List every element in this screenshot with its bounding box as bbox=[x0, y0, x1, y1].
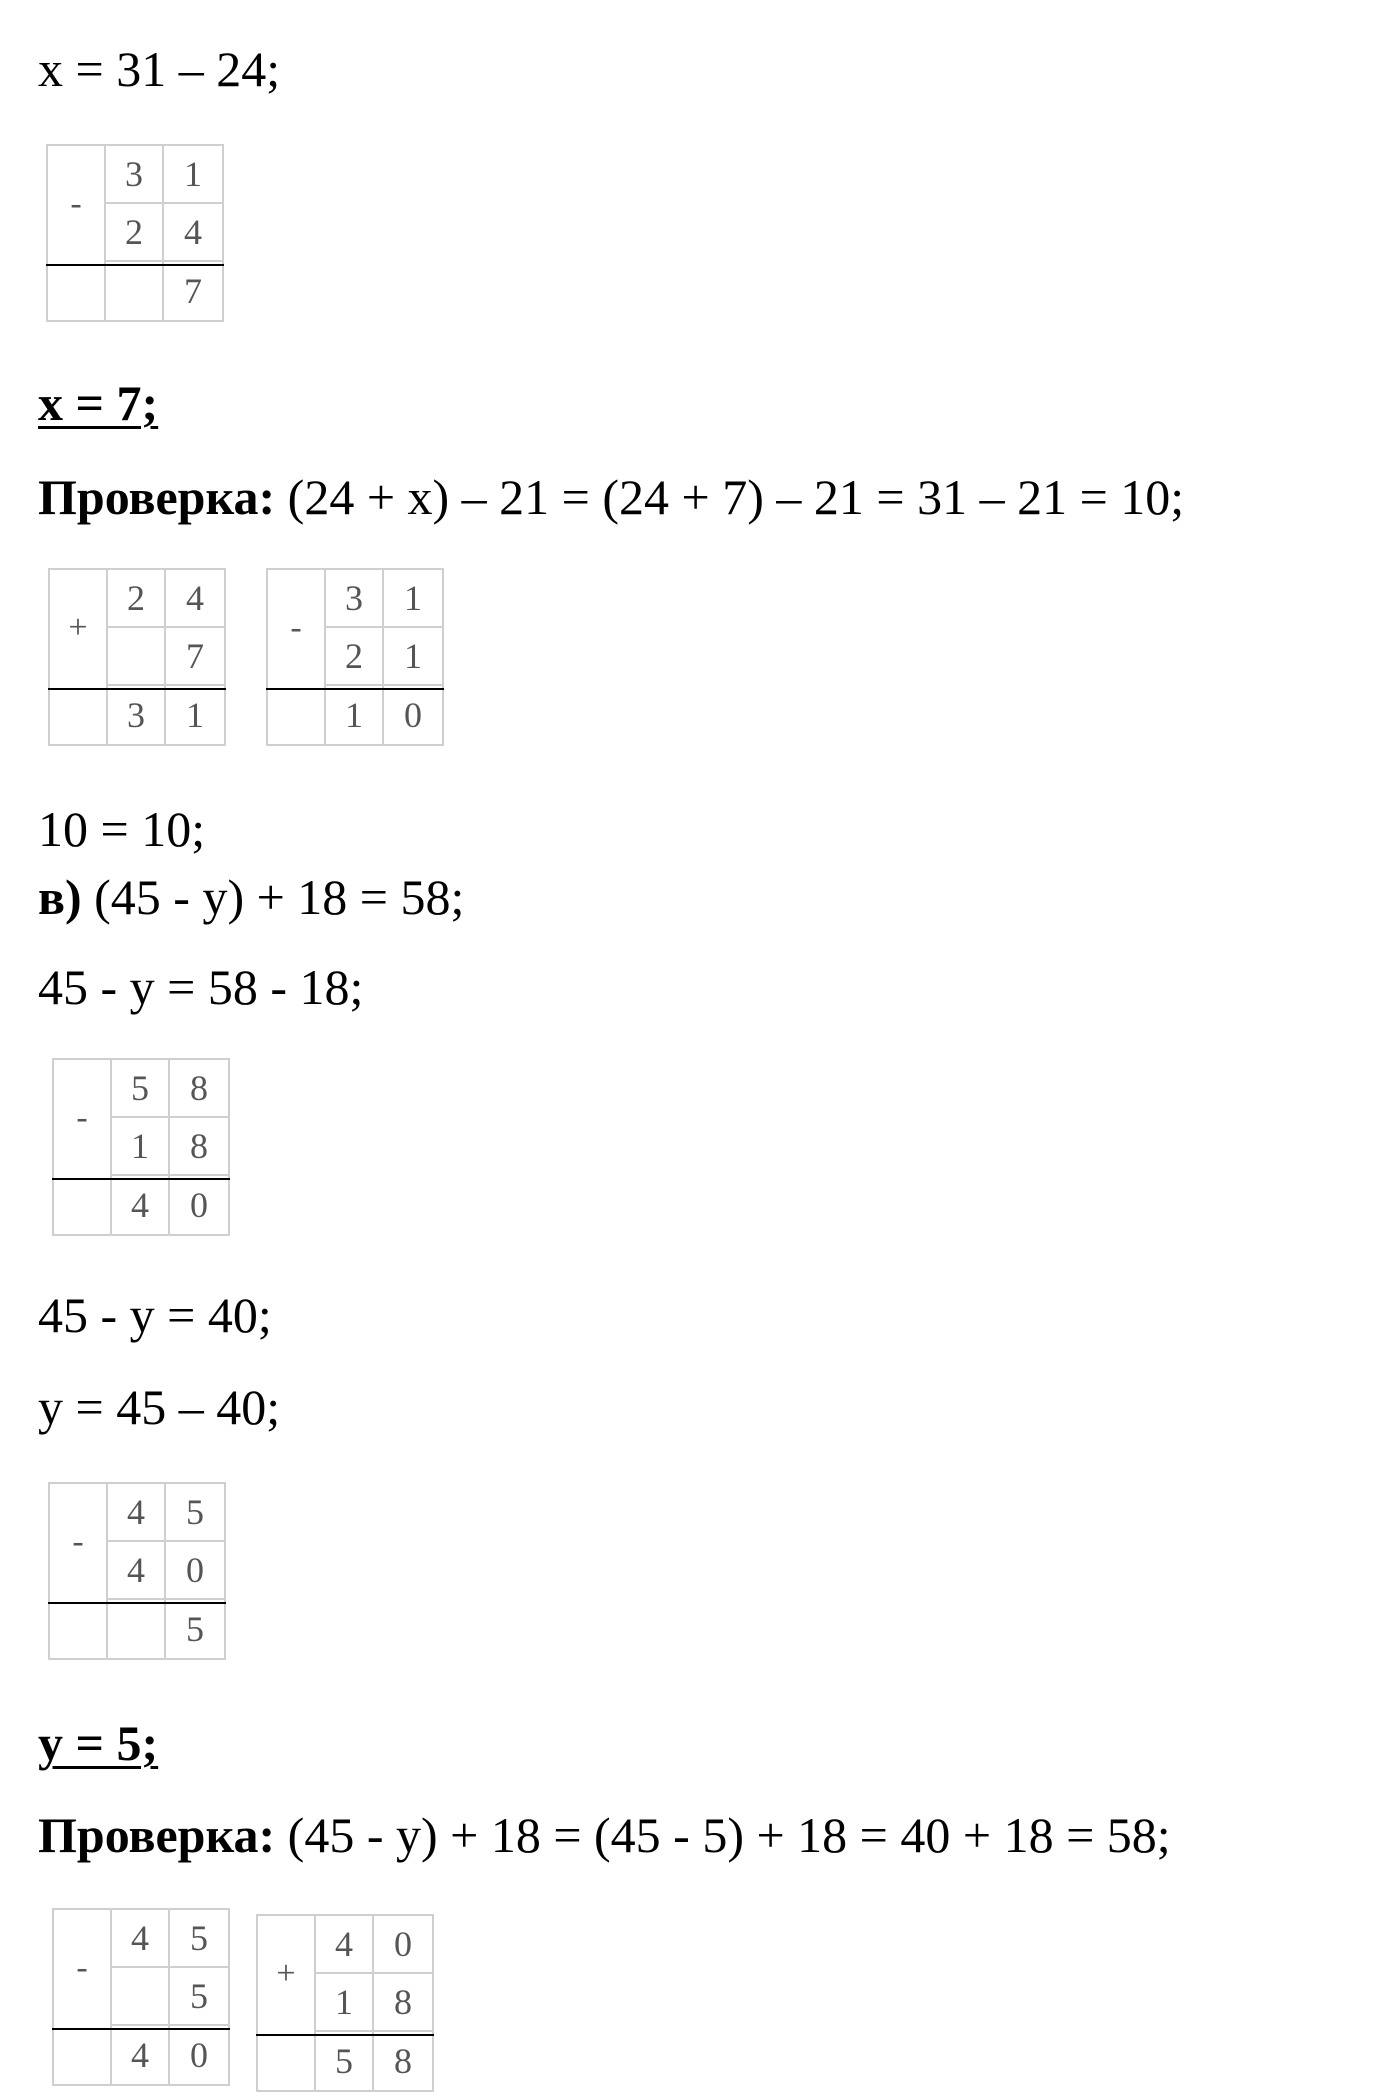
digit-cell: 5 bbox=[112, 1060, 170, 1118]
empty-cell bbox=[258, 2032, 316, 2090]
answer-y bbox=[38, 1715, 159, 1771]
minus-sign: - bbox=[50, 1484, 108, 1600]
digit-cell: 1 bbox=[186, 695, 204, 735]
answer-text: x = 7; bbox=[38, 375, 159, 431]
result-line bbox=[52, 1178, 230, 1180]
check-expression: (45 - у) + 18 = (45 - 5) + 18 = 40 + 18 = 58; bbox=[275, 1807, 1171, 1863]
digit-cell: 8 bbox=[394, 2041, 412, 2081]
plus-sign: + bbox=[50, 570, 108, 686]
equation-text: x = 31 – 24; bbox=[38, 41, 281, 97]
result-line bbox=[46, 264, 224, 266]
equation-45-minus-y bbox=[38, 959, 364, 1015]
digit-cell: 3 bbox=[106, 146, 164, 204]
digit-cell: 4 bbox=[164, 204, 222, 262]
digit-cell: 7 bbox=[166, 628, 224, 686]
digit-cell: 1 bbox=[326, 686, 384, 744]
equation-45-minus-y-40 bbox=[38, 1287, 272, 1343]
column-addition-40-18 bbox=[256, 1914, 434, 2092]
digit-cell: 5 bbox=[316, 2032, 374, 2090]
digit-cell: 0 bbox=[166, 1542, 224, 1600]
task-label: в) bbox=[38, 869, 82, 925]
equation-x-31-minus-24 bbox=[38, 41, 281, 97]
minus-sign: - bbox=[48, 146, 106, 262]
check-label: Проверка: bbox=[38, 469, 276, 525]
check-expression: (24 + x) – 21 = (24 + 7) – 21 = 31 – 21 = 10; bbox=[275, 469, 1185, 525]
digit-cell: 0 bbox=[190, 1185, 208, 1225]
digit-cell bbox=[108, 1600, 166, 1658]
answer-text: у = 5; bbox=[38, 1715, 159, 1771]
digit-cell: 1 bbox=[384, 628, 442, 686]
equation-text: у = 45 – 40; bbox=[38, 1379, 281, 1435]
answer-x bbox=[38, 375, 159, 431]
digit-cell: 0 bbox=[190, 2035, 208, 2075]
minus-sign: - bbox=[54, 1910, 112, 2026]
digit-cell: 8 bbox=[170, 1118, 228, 1176]
equation-y-45-minus-40 bbox=[38, 1379, 281, 1435]
digit-cell: 5 bbox=[170, 1968, 228, 2026]
column-subtraction-58-18 bbox=[52, 1058, 230, 1236]
minus-sign: - bbox=[268, 570, 326, 686]
digit-cell: 4 bbox=[112, 1910, 170, 1968]
equality-text: 10 = 10; bbox=[38, 801, 206, 857]
column-addition-24-7 bbox=[48, 568, 226, 746]
digit-cell: 7 bbox=[184, 271, 202, 311]
plus-sign: + bbox=[258, 1916, 316, 2032]
digit-cell: 4 bbox=[108, 1542, 166, 1600]
task-equation: (45 - у) + 18 = 58; bbox=[81, 869, 465, 925]
digit-cell: 2 bbox=[108, 570, 166, 628]
result-line bbox=[266, 688, 444, 690]
digit-cell: 8 bbox=[170, 1060, 228, 1118]
column-subtraction-31-24 bbox=[46, 144, 224, 322]
digit-cell bbox=[112, 1968, 170, 2026]
column-subtraction-31-21 bbox=[266, 568, 444, 746]
digit-cell: 4 bbox=[108, 1484, 166, 1542]
digit-cell: 8 bbox=[374, 1974, 432, 2032]
result-line bbox=[52, 2028, 230, 2030]
task-v bbox=[38, 869, 465, 925]
equation-text: 45 - у = 58 - 18; bbox=[38, 959, 364, 1015]
equation-text: 45 - у = 40; bbox=[38, 1287, 272, 1343]
column-subtraction-45-5 bbox=[52, 1908, 230, 2086]
digit-cell: 2 bbox=[106, 204, 164, 262]
digit-cell: 4 bbox=[112, 1176, 170, 1234]
check-label: Проверка: bbox=[38, 1807, 276, 1863]
digit-cell: 3 bbox=[326, 570, 384, 628]
digit-cell: 5 bbox=[186, 1609, 204, 1649]
empty-cell bbox=[268, 686, 326, 744]
digit-cell: 1 bbox=[112, 1118, 170, 1176]
empty-cell bbox=[54, 1176, 112, 1234]
digit-cell: 5 bbox=[170, 1910, 228, 1968]
digit-cell: 4 bbox=[112, 2026, 170, 2084]
empty-cell bbox=[54, 2026, 112, 2084]
digit-cell: 1 bbox=[164, 146, 222, 204]
digit-cell: 0 bbox=[404, 695, 422, 735]
digit-cell: 1 bbox=[316, 1974, 374, 2032]
check-line-2 bbox=[38, 1807, 1171, 1863]
digit-cell: 5 bbox=[166, 1484, 224, 1542]
digit-cell: 2 bbox=[326, 628, 384, 686]
digit-cell: 4 bbox=[316, 1916, 374, 1974]
digit-cell: 3 bbox=[108, 686, 166, 744]
minus-sign: - bbox=[54, 1060, 112, 1176]
digit-cell: 0 bbox=[374, 1916, 432, 1974]
column-subtraction-45-40 bbox=[48, 1482, 226, 1660]
empty-cell bbox=[50, 1600, 108, 1658]
empty-cell bbox=[50, 686, 108, 744]
check-line-1 bbox=[38, 469, 1185, 525]
digit-cell bbox=[106, 262, 164, 320]
digit-cell bbox=[108, 628, 166, 686]
result-line bbox=[48, 1602, 226, 1604]
empty-cell bbox=[48, 262, 106, 320]
digit-cell: 4 bbox=[166, 570, 224, 628]
result-line bbox=[256, 2034, 434, 2036]
equality-10 bbox=[38, 801, 206, 857]
digit-cell: 1 bbox=[384, 570, 442, 628]
result-line bbox=[48, 688, 226, 690]
